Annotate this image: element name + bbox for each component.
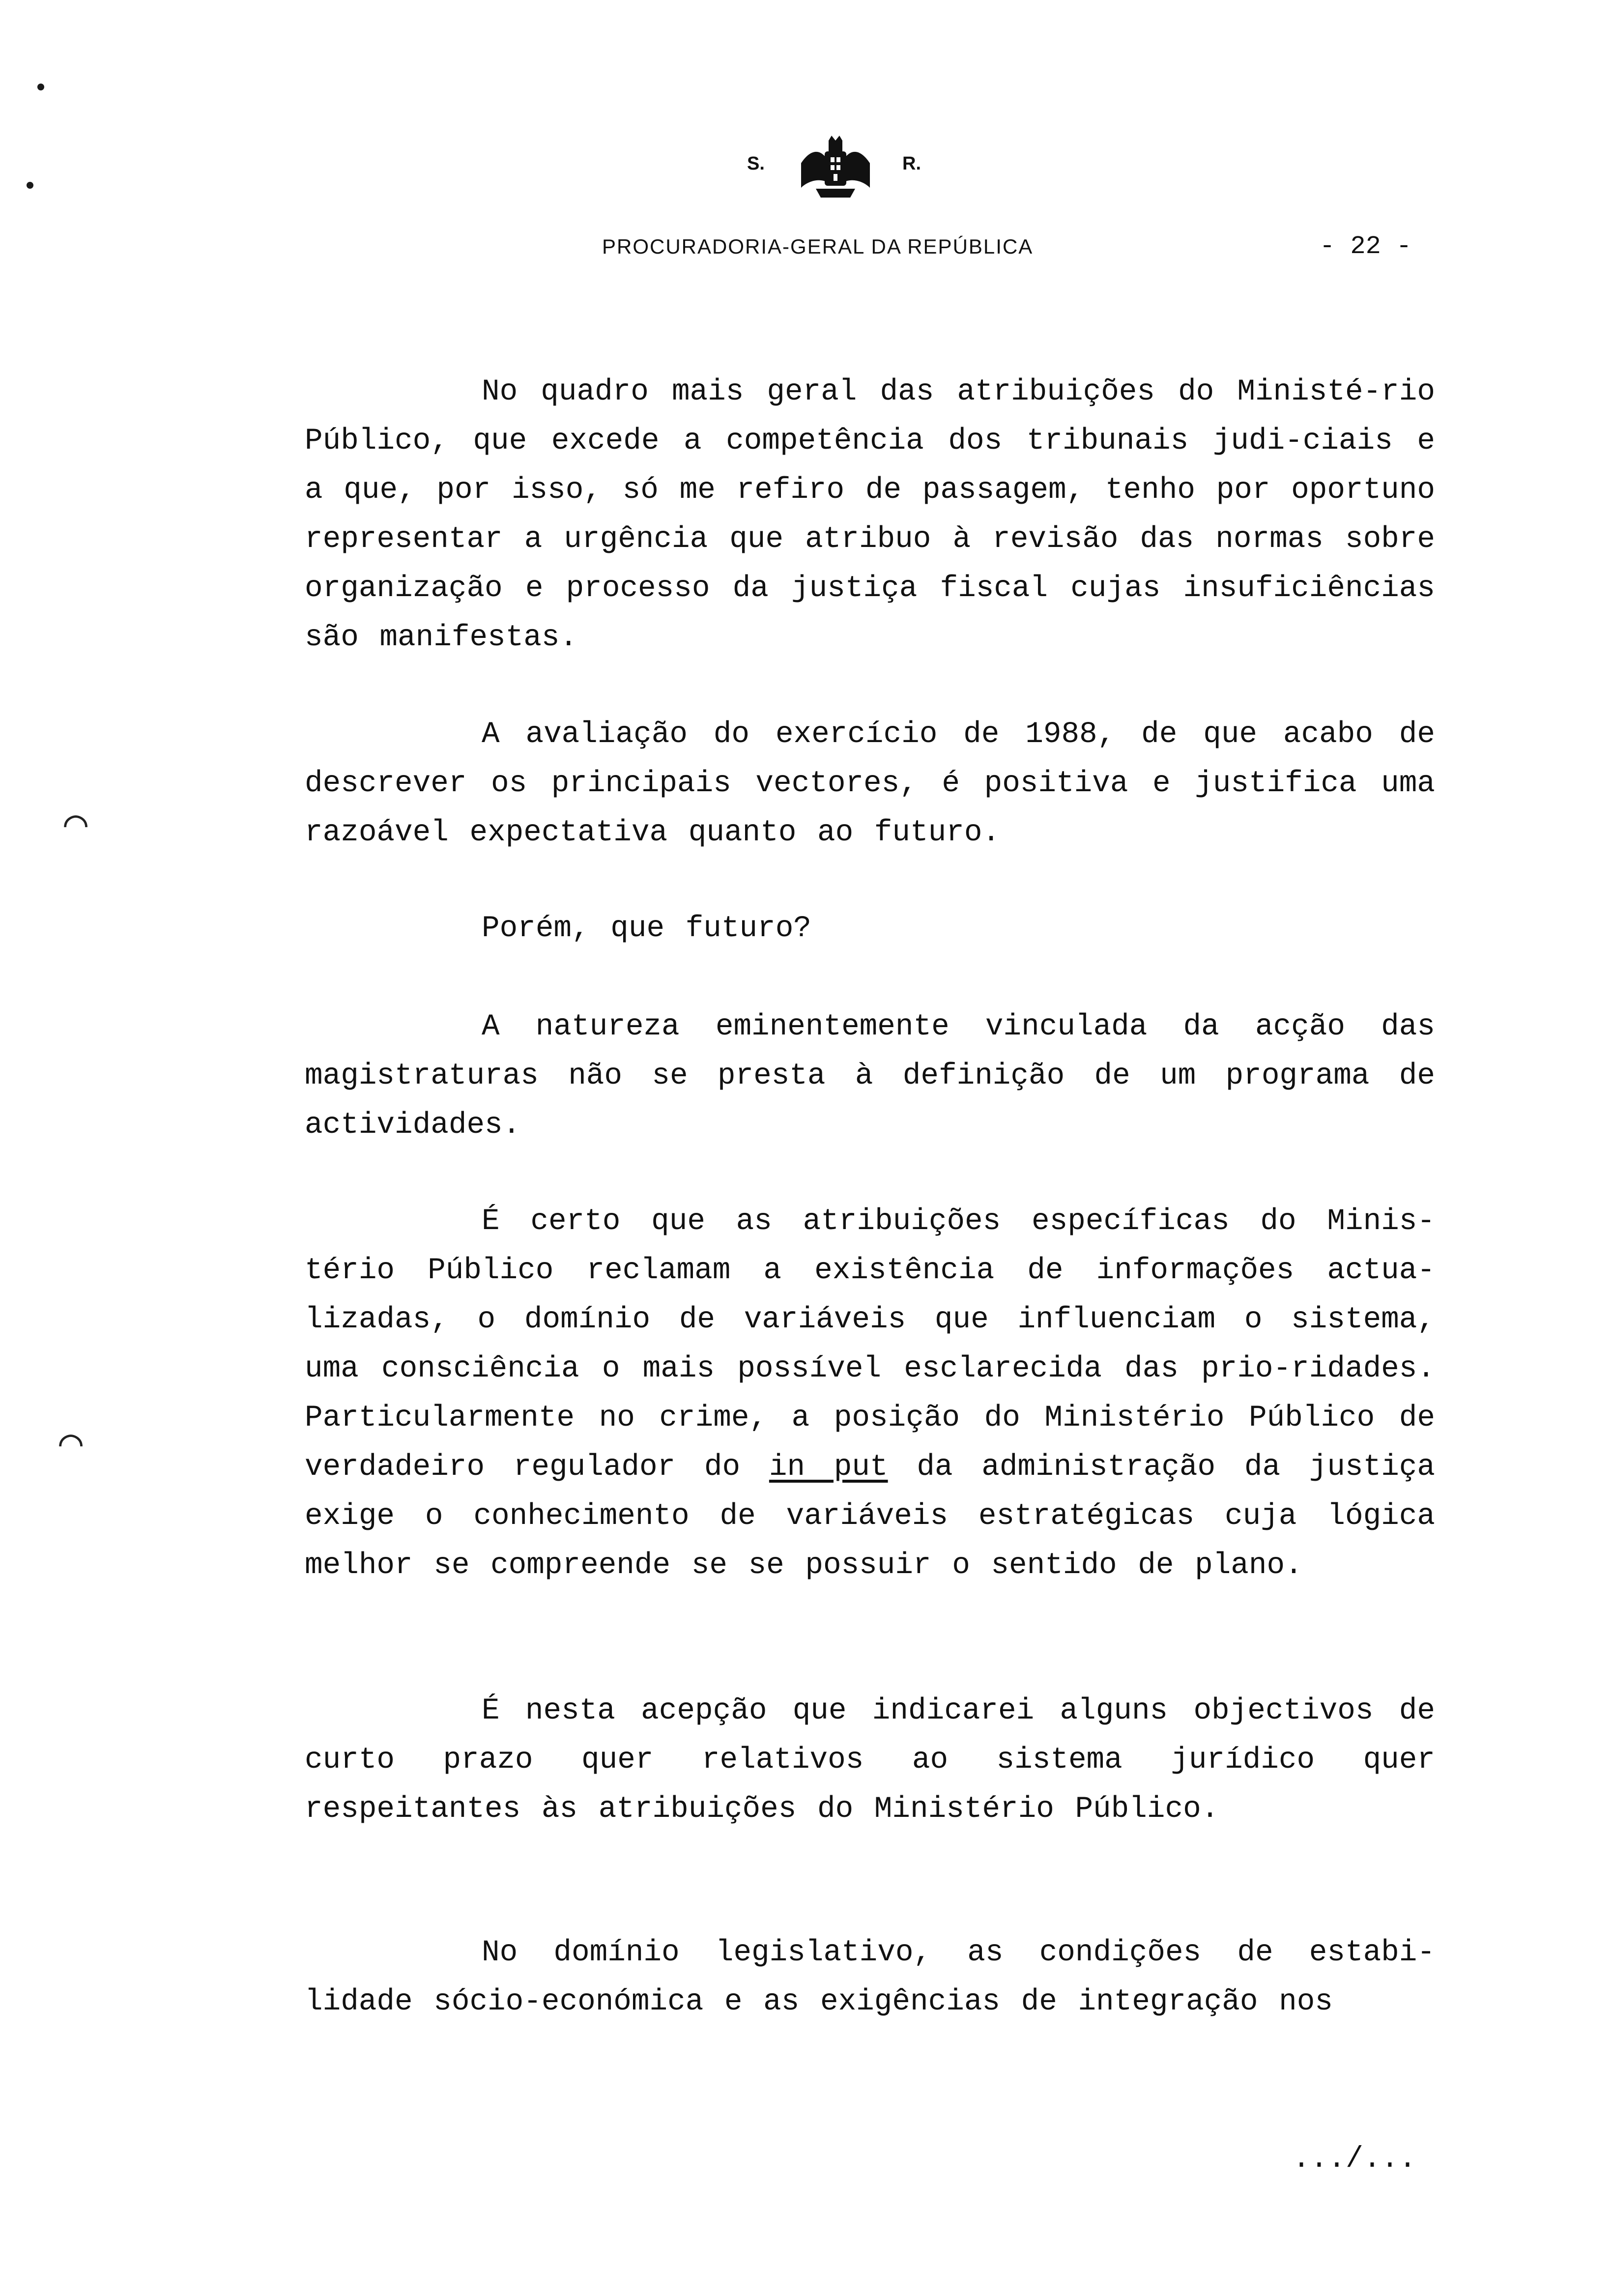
letterhead-seal [727,134,944,202]
paragraph-5-part-2: da administração da justiça exige o conhecimento de variáveis estratégicas cuja lógica melhor se compreende se se possuir o sentido de plano. [305,1450,1436,1582]
scan-dot [27,182,33,189]
punch-mark: ⌒ [59,1422,83,1467]
continuation-marker: .../... [1293,2143,1417,2176]
paragraph-text: A avaliação do exercício de 1988, de que acabo de descrever os principais vectores, é positiva e justifica uma razoável expectativa quanto ao futuro. [305,718,1435,850]
paragraph-text: A natureza eminentemente vinculada da acção das magistraturas não se presta à definição de um programa de actividades. [305,1010,1435,1142]
paragraph-text: Porém, que futuro? [482,912,811,946]
seal-left-letter: S. [747,153,765,174]
seal-right-letter: R. [902,153,921,174]
scan-dot [37,84,44,90]
page-number: - 22 - [1320,232,1412,261]
paragraph-5-part-1: É certo que as atribuições específicas do Minis-tério Público reclamam a existência de informações actua-lizadas, o domínio de variáveis que influenciam o sistema, uma consciência o mais possível esclarecida das prio-ridades. Particularmente no crime, a posição do Ministério Público de verdadeiro regulador do [305,1205,1435,1484]
paragraph-text: No quadro mais geral das atribuições do Ministé-rio Público, que excede a competência dos tribunais judi-ciais e a que, por isso, só me refiro de passagem, tenho por oportuno representar a urgência que atribuo à revisão das normas sobre organização e processo da justiça fiscal cujas insuficiências são manifestas. [305,375,1435,655]
paragraph-text [305,1197,1435,1590]
paragraph-3 [305,904,1435,953]
paragraph-1 [305,368,1435,662]
paragraph-5 [305,1197,1435,1590]
institution-header: PROCURADORIA-GERAL DA REPÚBLICA [602,235,1034,258]
paragraph-text: No domínio legislativo, as condições de estabi-lidade sócio-económica e as exigências de integração nos [305,1936,1435,2019]
paragraph-4 [305,1003,1435,1150]
paragraph-7 [305,1928,1435,2027]
coat-of-arms-icon [781,134,890,202]
paragraph-text: É nesta acepção que indicarei alguns objectivos de curto prazo quer relativos ao sistema jurídico quer respeitantes às atribuições do Ministério Público. [305,1694,1435,1826]
underlined-term: in put [769,1450,888,1484]
paragraph-2 [305,710,1435,858]
punch-mark: ⌒ [64,803,88,848]
paragraph-6 [305,1687,1435,1834]
